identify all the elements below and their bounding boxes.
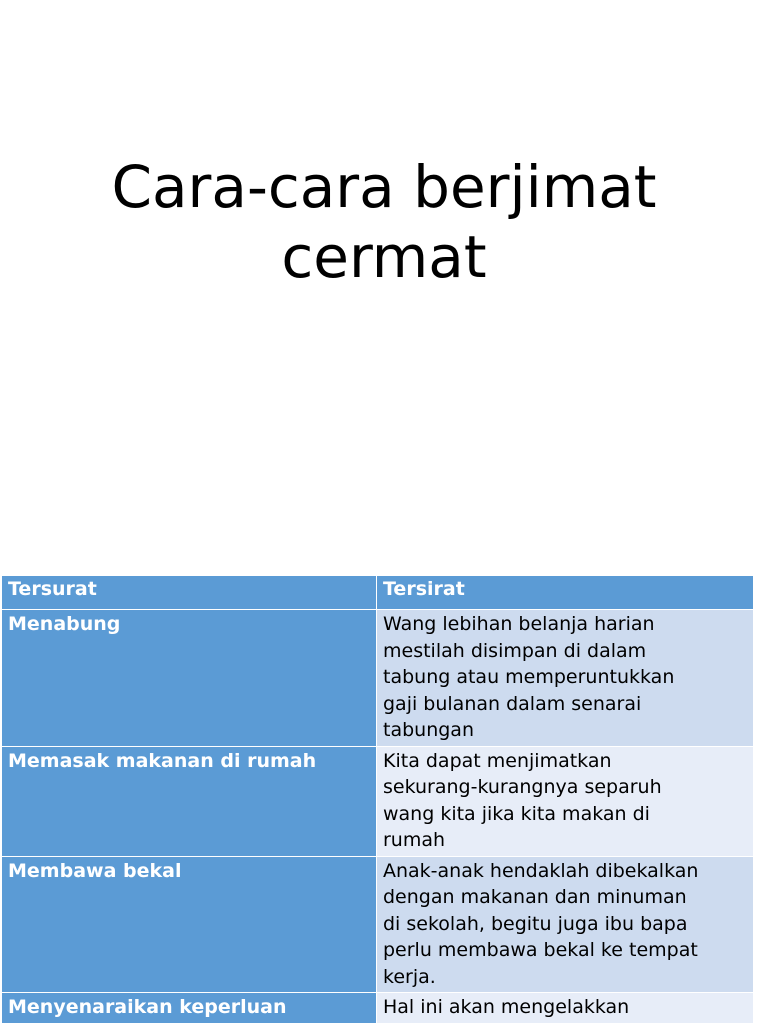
tersirat-cell bbox=[377, 856, 754, 993]
tersirat-line: Hal ini akan mengelakkan bbox=[383, 996, 630, 1018]
table-row bbox=[2, 856, 754, 993]
tersirat-line: gaji bulanan dalam senarai bbox=[383, 692, 642, 715]
slide-title bbox=[0, 152, 768, 292]
tersirat-line: Wang lebihan belanja harian bbox=[383, 613, 655, 635]
slide-title-line-1: Cara-cara berjimat bbox=[111, 153, 657, 221]
tersirat-line: sekurang-kurangnya separuh bbox=[383, 776, 662, 798]
tersirat-line: perlu membawa bekal ke tempat bbox=[383, 939, 698, 961]
header-tersirat: Tersirat bbox=[377, 576, 754, 610]
tersurat-cell: Menabung bbox=[2, 610, 377, 747]
tersirat-line: dengan makanan dan minuman bbox=[383, 886, 687, 908]
tersirat-line: Kita dapat menjimatkan bbox=[383, 749, 612, 772]
tersirat-line: mestilah disimpan di dalam bbox=[383, 639, 647, 662]
table-row bbox=[2, 610, 754, 747]
tersirat-line: Anak-anak hendaklah dibekalkan bbox=[383, 859, 699, 882]
table-header-row bbox=[2, 576, 754, 610]
tersurat-cell: Menyenaraikan keperluan bbox=[2, 993, 377, 1024]
tersirat-line: tabung atau memperuntukkan bbox=[383, 666, 675, 688]
tersirat-line: kerja. bbox=[383, 965, 436, 988]
comparison-table bbox=[1, 575, 754, 1024]
tersirat-line: wang kita jika kita makan di bbox=[383, 802, 650, 825]
tersirat-line: tabungan bbox=[383, 719, 474, 741]
table-row bbox=[2, 993, 754, 1024]
tersirat-cell bbox=[377, 993, 754, 1024]
tersirat-cell bbox=[377, 746, 754, 856]
header-tersurat: Tersurat bbox=[2, 576, 377, 610]
tersirat-cell bbox=[377, 610, 754, 747]
table-row bbox=[2, 746, 754, 856]
tersirat-line: di sekolah, begitu juga ibu bapa bbox=[383, 912, 688, 935]
table-body bbox=[2, 610, 754, 1024]
slide-title-line-2: cermat bbox=[281, 223, 487, 291]
tersirat-line: rumah bbox=[383, 829, 446, 851]
tersurat-cell: Membawa bekal bbox=[2, 856, 377, 993]
tersurat-cell: Memasak makanan di rumah bbox=[2, 746, 377, 856]
